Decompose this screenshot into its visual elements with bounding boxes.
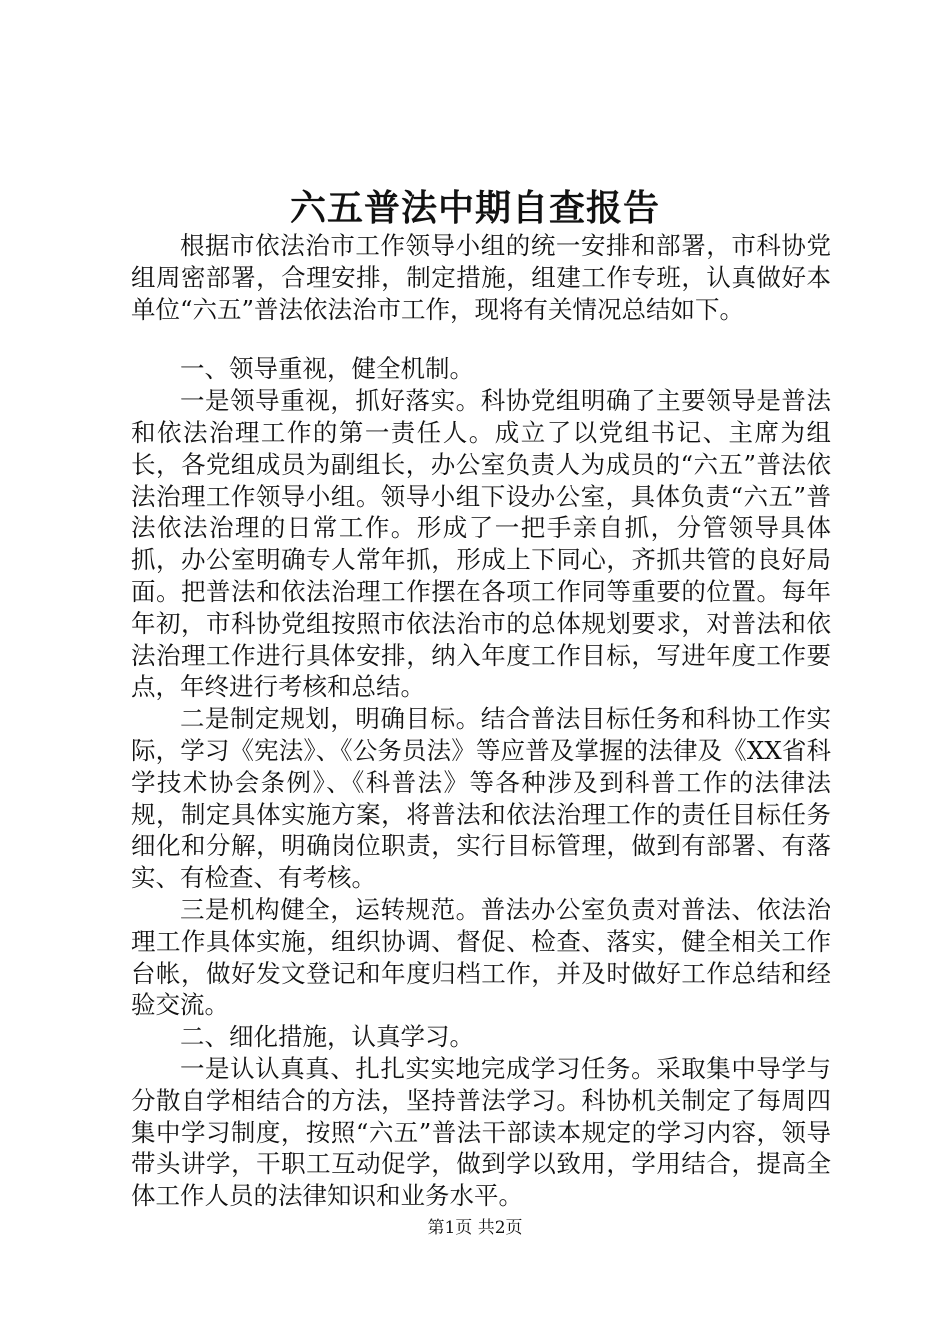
document-title: 六五普法中期自查报告	[289, 187, 660, 229]
page-footer: 第1页 共2页	[427, 1218, 523, 1238]
body-paragraph: 二是制定规划，明确目标。结合普法目标任务和科协工作实际，学习《宪法》、《公务员法》等应普及掌握的法律及《XX省科学技术协会条例》、《科普法》等各种涉及到科普工作的法律法规，制定具体实施方案，将普法和依法治理工作的责任目标任务细化和分解，明确岗位职责，实行目标管理，做到有部署、有落实、有检查、有考核。	[131, 704, 831, 893]
intro-paragraph: 根据市依法治市工作领导小组的统一安排和部署，市科协党组周密部署，合理安排，制定措施，组建工作专班，认真做好本单位“六五”普法依法治市工作，现将有关情况总结如下。	[131, 231, 831, 324]
document-body	[131, 230, 831, 1212]
section-heading-2: 二、细化措施，认真学习。	[180, 1022, 474, 1052]
section-heading-1: 一、领导重视，健全机制。	[180, 354, 474, 384]
body-paragraph: 三是机构健全，运转规范。普法办公室负责对普法、依法治理工作具体实施，组织协调、督促、检查、落实，健全相关工作台帐，做好发文登记和年度归档工作，并及时做好工作总结和经验交流。	[131, 894, 831, 1020]
body-paragraph: 一是领导重视，抓好落实。科协党组明确了主要领导是普法和依法治理工作的第一责任人。成立了以党组书记、主席为组长，各党组成员为副组长，办公室负责人为成员的“六五”普法依法治理工作领导小组。领导小组下设办公室，具体负责“六五”普法依法治理的日常工作。形成了一把手亲自抓，分管领导具体抓，办公室明确专人常年抓，形成上下同心，齐抓共管的良好局面。把普法和依法治理工作摆在各项工作同等重要的位置。每年年初，市科协党组按照市依法治市的总体规划要求，对普法和依法治理工作进行具体安排，纳入年度工作目标，写进年度工作要点，年终进行考核和总结。	[131, 386, 831, 702]
body-paragraph: 一是认认真真、扎扎实实地完成学习任务。采取集中导学与分散自学相结合的方法，坚持普法学习。科协机关制定了每周四集中学习制度，按照“六五”普法干部读本规定的学习内容，领导带头讲学，干职工互动促学，做到学以致用，学用结合，提高全体工作人员的法律知识和业务水平。	[131, 1053, 831, 1211]
